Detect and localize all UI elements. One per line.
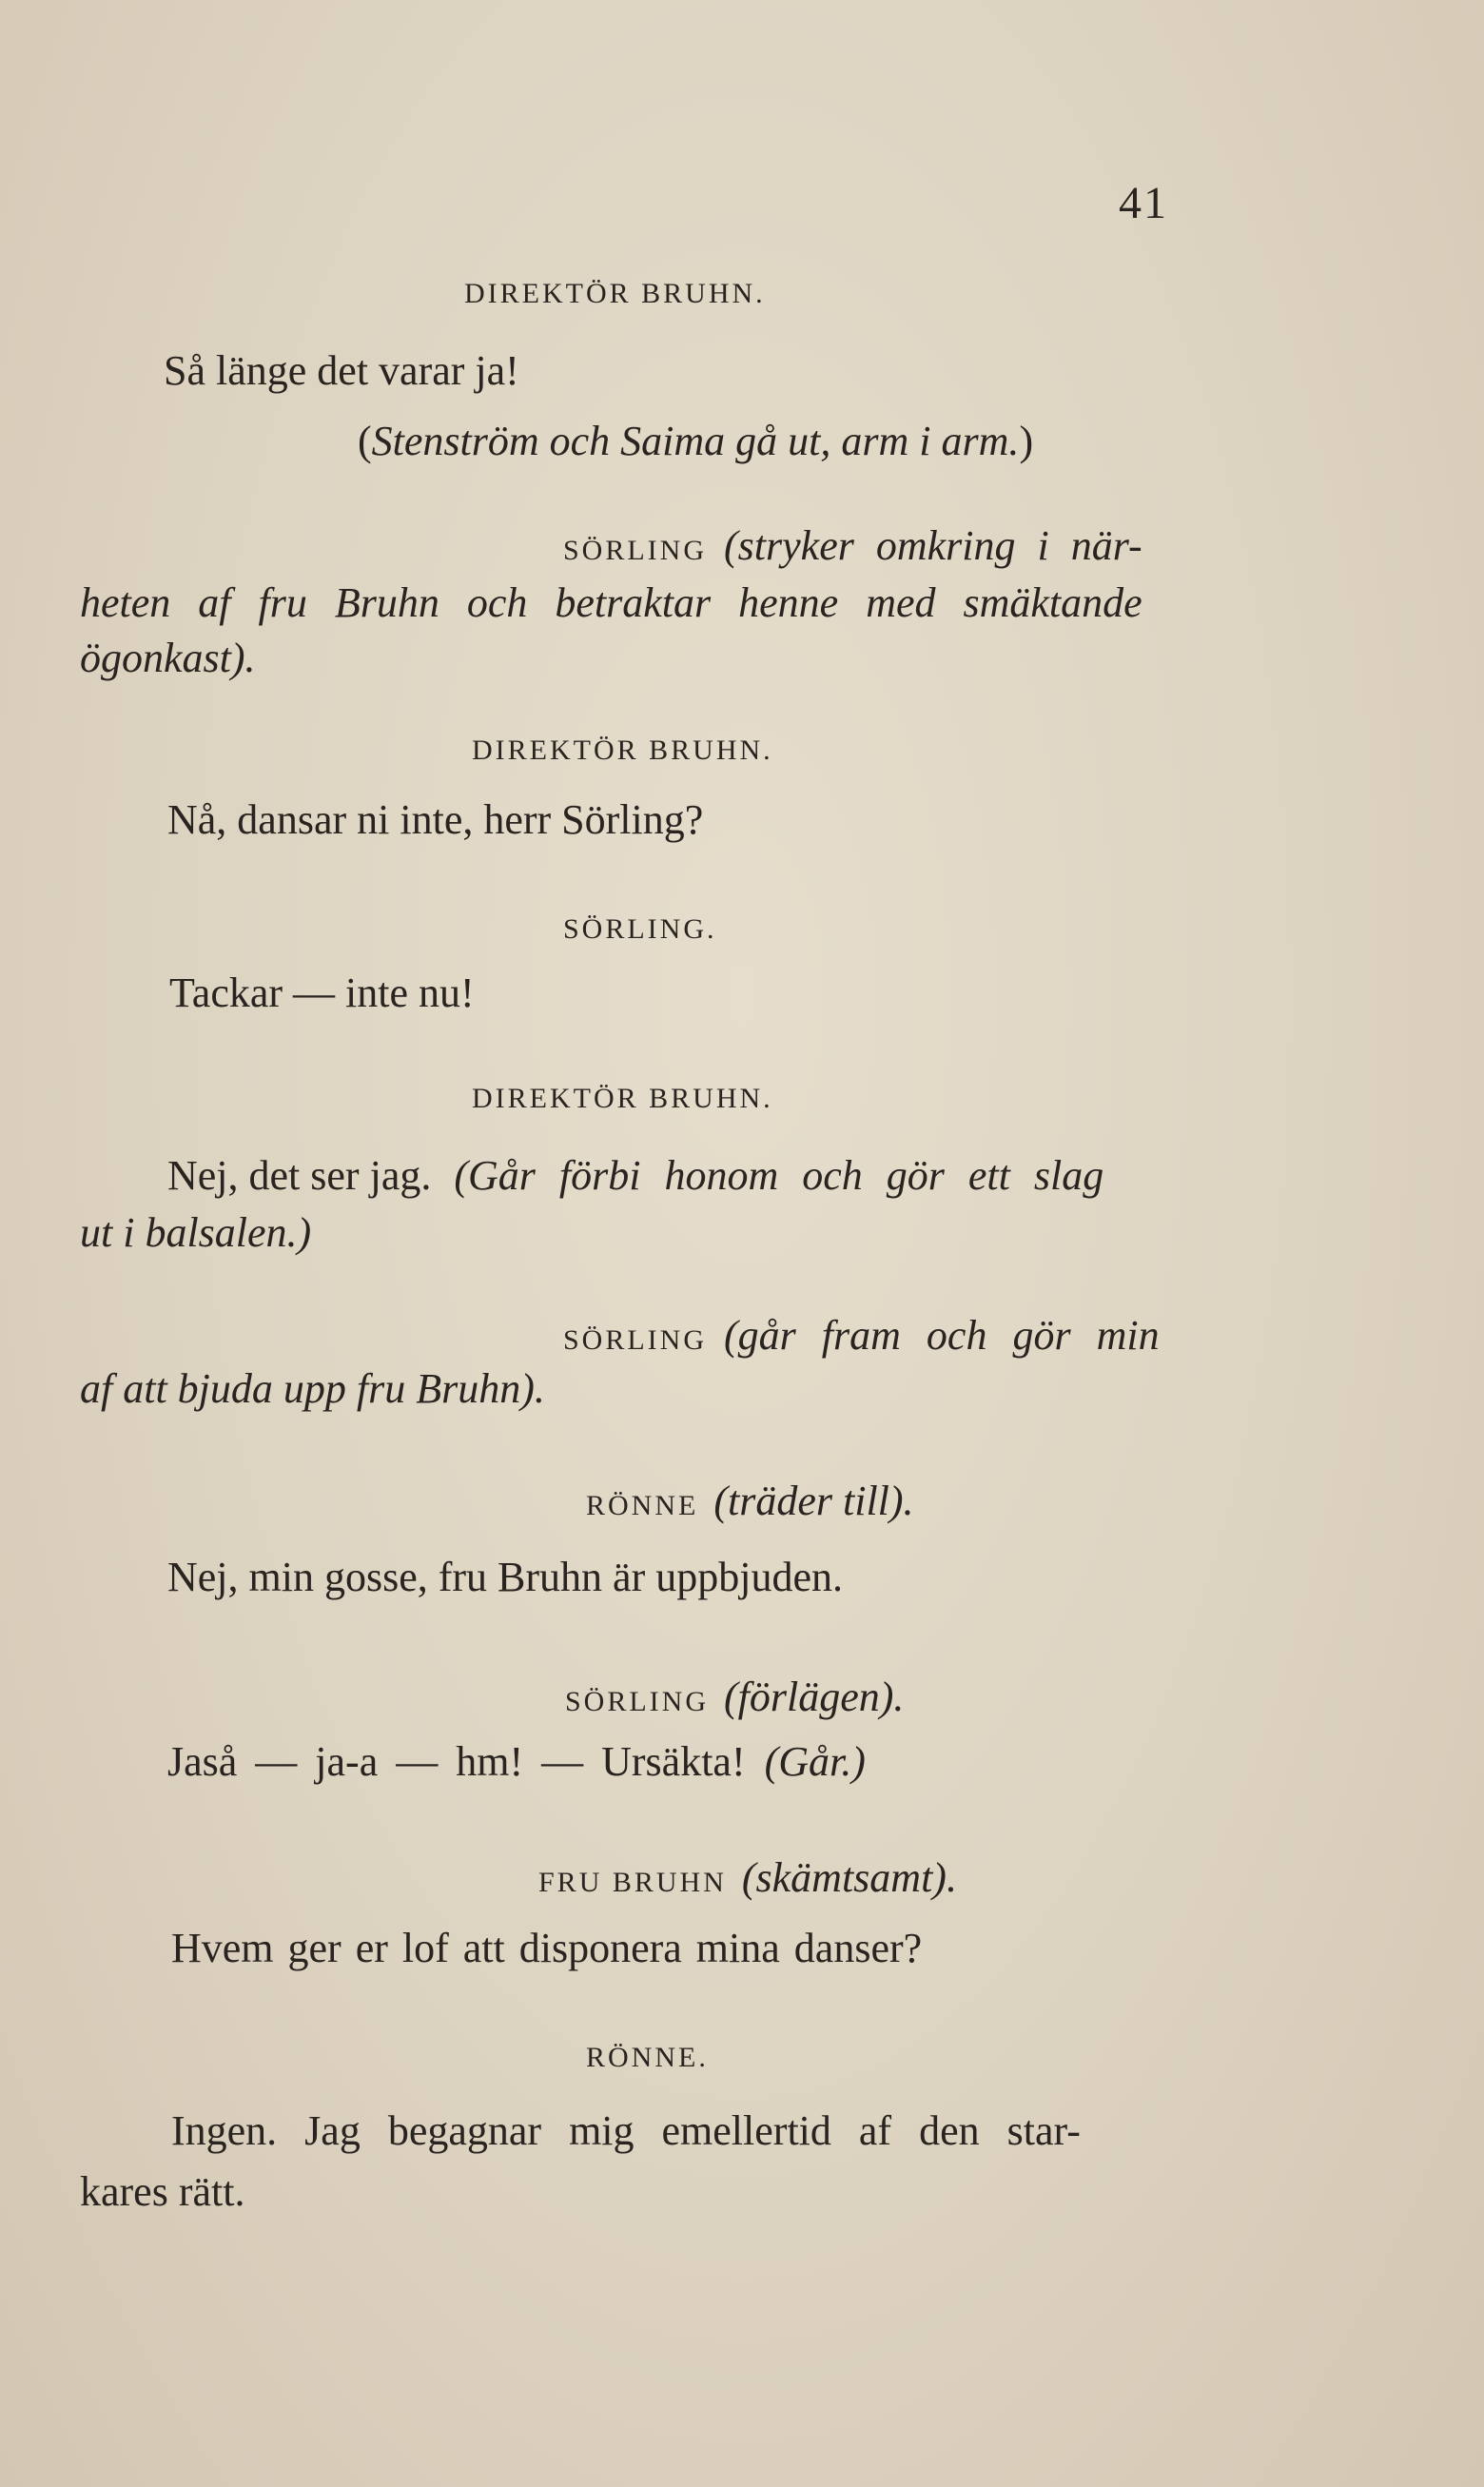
dialogue-line: Tackar — inte nu! (169, 969, 475, 1016)
speaker-heading: SÖRLING (565, 1686, 710, 1717)
stage-direction: (Går.) (764, 1738, 866, 1785)
stage-direction: ut i balsalen.) (80, 1209, 312, 1256)
dialogue-line: Så länge det varar ja! (164, 347, 519, 394)
stage-direction (358, 417, 1033, 465)
speaker-line (563, 521, 1142, 570)
stage-direction: (förlägen). (724, 1674, 905, 1720)
speaker-heading: DIREKTÖR BRUHN. (472, 1083, 773, 1114)
speaker-heading: RÖNNE. (586, 2042, 709, 2073)
stage-text: Stenström och Saima gå ut, arm i arm. (371, 418, 1020, 464)
paren-close: ) (1019, 418, 1034, 464)
speaker-line (563, 1311, 1160, 1360)
dialogue-line: Nej, min gosse, fru Bruhn är uppbjuden. (167, 1554, 843, 1600)
speaker-heading: DIREKTÖR BRUHN. (472, 734, 773, 766)
speaker-heading: FRU BRUHN (538, 1867, 727, 1898)
stage-direction: heten af fru Bruhn och betraktar henne med smäktande (80, 579, 1142, 626)
dialogue-line: kares rätt. (80, 2168, 245, 2215)
speaker-heading: SÖRLING (563, 535, 708, 566)
stage-direction: (går fram och gör min (724, 1312, 1160, 1359)
spoken-text: Jaså — ja-a — hm! — Ursäkta! (167, 1738, 746, 1785)
dialogue-line: Nå, dansar ni inte, herr Sörling? (167, 796, 704, 843)
page-number: 41 (1119, 178, 1168, 228)
stage-direction: (skämtsamt). (741, 1854, 957, 1901)
dialogue-line: Ingen. Jag begagnar mig emellertid af den star- (171, 2107, 1081, 2154)
stage-direction: af att bjuda upp fru Bruhn). (80, 1365, 545, 1412)
stage-direction: (träder till). (713, 1478, 914, 1524)
dialogue-line (167, 1737, 866, 1786)
speaker-line (586, 1477, 914, 1525)
stage-direction: (Går förbi honom och gör ett slag (454, 1152, 1104, 1199)
speaker-heading: SÖRLING. (563, 913, 717, 945)
speaker-line (538, 1853, 957, 1902)
speaker-line (565, 1673, 904, 1721)
stage-direction: ögonkast). (80, 635, 256, 681)
paren-open: ( (358, 418, 372, 464)
speaker-heading: SÖRLING (563, 1324, 708, 1356)
dialogue-line (167, 1151, 1103, 1200)
stage-direction: (stryker omkring i när- (724, 522, 1142, 569)
spoken-text: Nej, det ser jag. (167, 1152, 432, 1199)
speaker-heading: DIREKTÖR BRUHN. (464, 278, 766, 309)
dialogue-line: Hvem ger er lof att disponera mina danser? (171, 1925, 923, 1971)
speaker-heading: RÖNNE (586, 1490, 699, 1521)
